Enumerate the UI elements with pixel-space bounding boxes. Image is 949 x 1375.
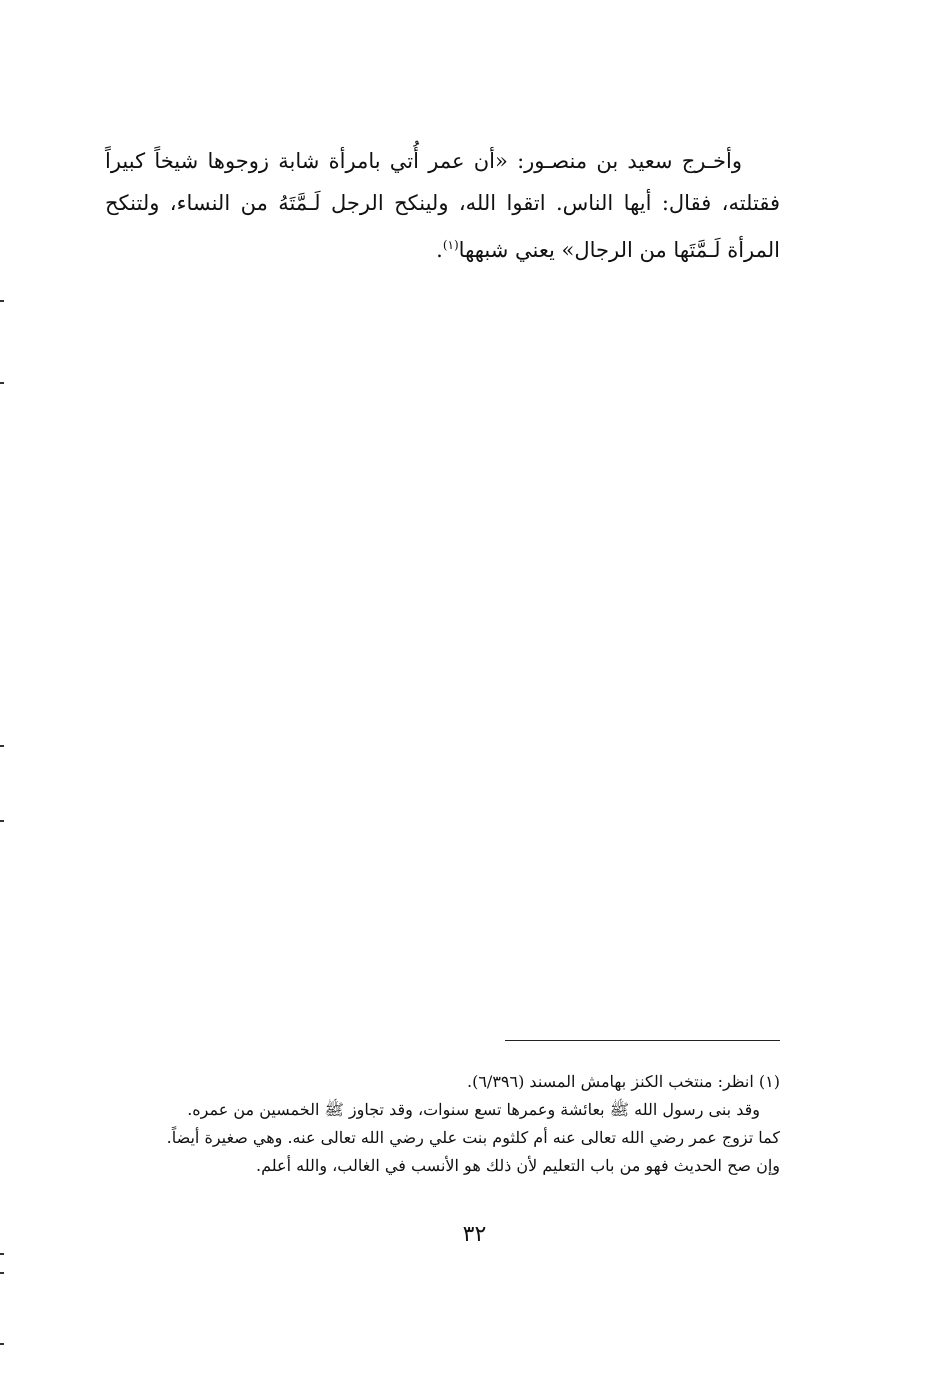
scan-speck [0,1343,4,1345]
main-paragraph-text: وأخـرج سعيد بن منصـور: «أن عمر أُتي بامرأة شابة زوجوها شيخاً كبيراً فقتلته، فقال: أيها الناس. اتقوا الله، ولينكح الرجل لَـمَّتَهُ من النساء، ولتنكح المرأة لَـمَّتَها من الرجال» يعني شبهها [105,149,780,262]
footnotes-block [105,1068,780,1180]
footnote-marker: (١) [442,238,459,252]
footnote-separator [505,1040,780,1041]
main-text-block [105,140,780,271]
page-number: ٣٢ [462,1222,487,1247]
footnote-line-2: كما تزوج عمر رضي الله تعالى عنه أم كلثوم بنت علي رضي الله تعالى عنه. وهي صغيرة أيضاً. [166,1128,780,1147]
scan-speck [0,300,4,302]
footnote-line-3: وإن صح الحديث فهو من باب التعليم لأن ذلك هو الأنسب في الغالب، والله أعلم. [256,1156,780,1175]
scan-speck [0,1253,4,1255]
main-paragraph: وأخـرج سعيد بن منصـور: «أن عمر أُتي بامرأة شابة زوجوها شيخاً كبيراً فقتلته، فقال: أيها الناس. اتقوا الله، ولينكح الرجل لَـمَّتَهُ من النساء، ولتنكح المرأة لَـمَّتَها من الرجال» يعني شبهها$^{(١)}$. [105,149,780,262]
scan-speck [0,820,4,822]
footnote-line-1: وقد بنى رسول الله ﷺ بعائشة وعمرها تسع سنوات، وقد تجاوز ﷺ الخمسين من عمره. [187,1100,760,1119]
scan-speck [0,382,4,384]
scan-speck [0,1272,4,1274]
scan-speck [0,745,4,747]
footnote-reference: (١) انظر: منتخب الكنز بهامش المسند (٦/٣٩٦). [467,1072,780,1091]
